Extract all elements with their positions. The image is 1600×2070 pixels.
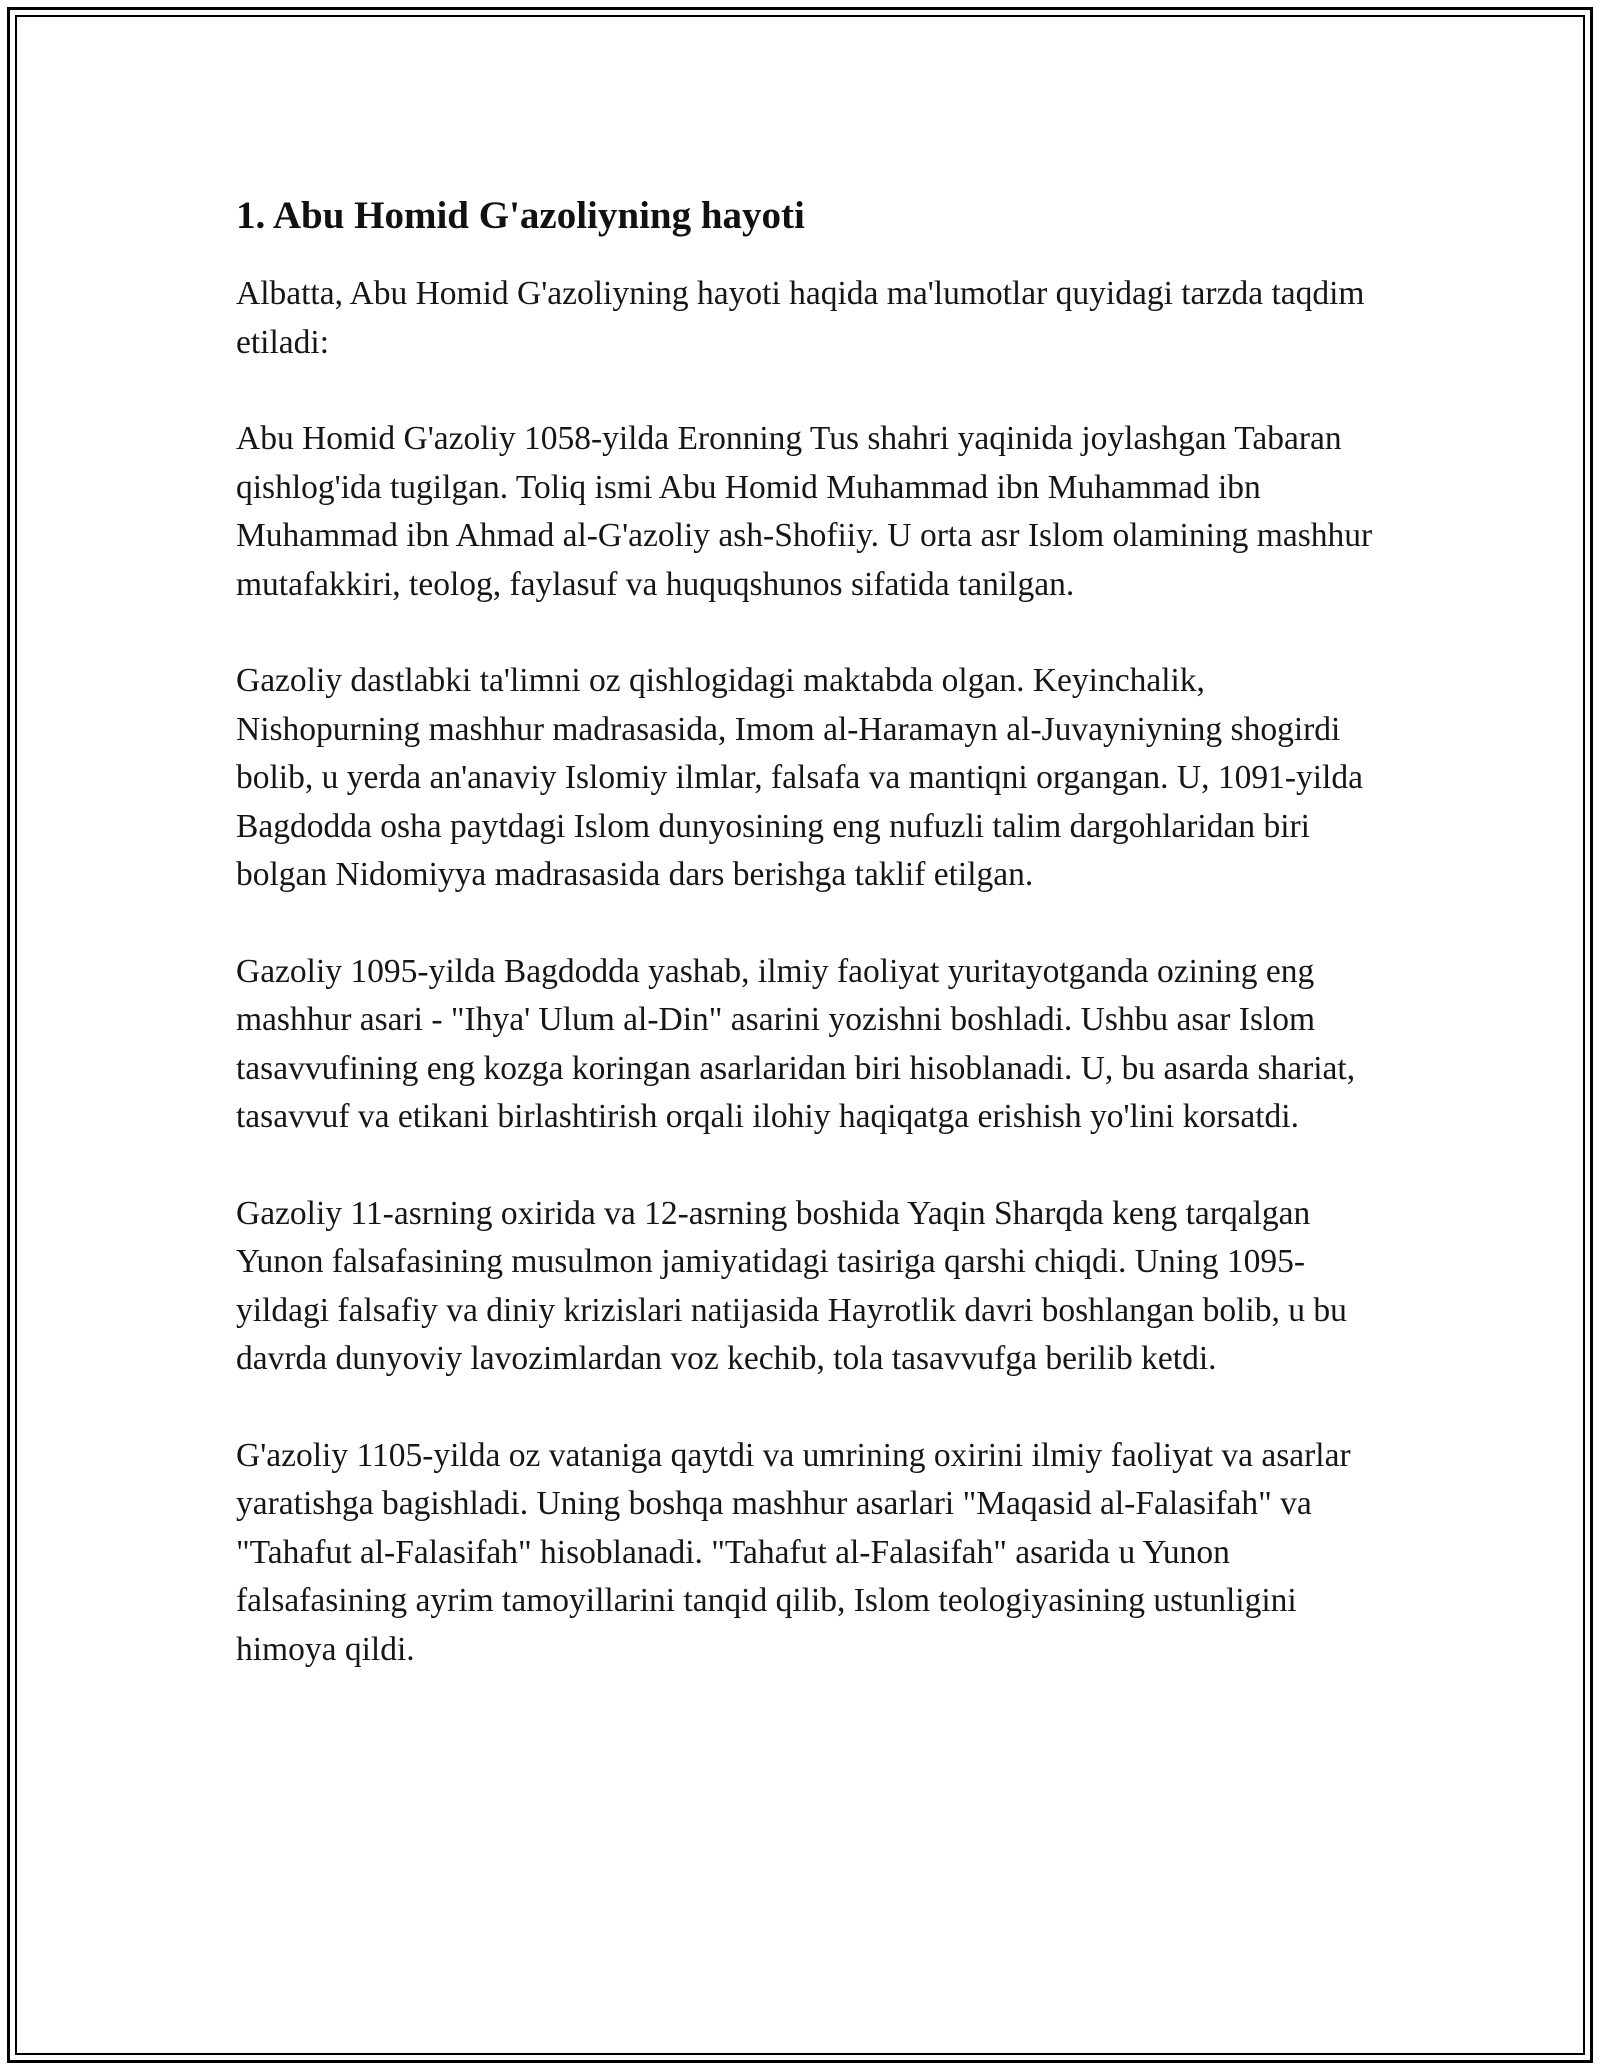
section-heading: 1. Abu Homid G'azoliyning hayoti [236,194,805,237]
paragraph-birth: Abu Homid G'azoliy 1058-yilda Eronning Tus shahri yaqinida joylashgan Tabaran qishlog'ida tugilgan. Toliq ismi Abu Homid Muhammad ibn Muhammad ibn Muhammad ibn Ahmad al-G'azoliy ash-Shofiiy. U orta asr Islom olamining mashhur mutafakkiri, teolog, faylasuf va huquqshunos sifatida tanilgan. [236,420,1373,603]
document-body [236,184,1376,1722]
paragraph-intro: Albatta, Abu Homid G'azoliyning hayoti haqida ma'lumotlar quyidagi tarzda taqdim etiladi: [236,275,1365,361]
paragraph-later-life: G'azoliy 1105-yilda oz vataniga qaytdi va umrining oxirini ilmiy faoliyat va asarlar yaratishga bagishladi. Uning boshqa mashhur asarlari "Maqasid al-Falasifah" va "Tahafut al-Falasifah" hisoblanadi. "Tahafut al-Falasifah" asarida u Yunon falsafasining ayrim tamoyillarini tanqid qilib, Islom teologiyasining ustunligini himoya qildi. [236,1436,1351,1668]
paragraph-education: Gazoliy dastlabki ta'limni oz qishlogidagi maktabda olgan. Keyinchalik, Nishopurning mashhur madrasasida, Imom al-Haramayn al-Juvayniyning shogirdi bolib, u yerda an'anaviy Islomiy ilmlar, falsafa va mantiqni organgan. U, 1091-yilda Bagdodda osha paytdagi Islom dunyosining eng nufuzli talim dargohlaridan biri bolgan Nidomiyya madrasasida dars berishga taklif etilgan. [236,662,1363,893]
paragraph-ihya: Gazoliy 1095-yilda Bagdodda yashab, ilmiy faoliyat yuritayotganda ozining eng mashhur asari - "Ihya' Ulum al-Din" asarini yozishni boshladi. Ushbu asar Islom tasavvufining eng kozga koringan asarlaridan biri hisoblanadi. U, bu asarda shariat, tasavvuf va etikani birlashtirish orqali ilohiy haqiqatga erishish yo'lini korsatdi. [236,952,1356,1135]
paragraph-philosophy: Gazoliy 11-asrning oxirida va 12-asrning boshida Yaqin Sharqda keng tarqalgan Yunon falsafasining musulmon jamiyatidagi tasiriga qarshi chiqdi. Uning 1095-yildagi falsafiy va diniy krizislari natijasida Hayrotlik davri boshlangan bolib, u bu davrda dunyoviy lavozimlardan voz kechib, tola tasavvufga berilib ketdi. [236,1194,1347,1377]
